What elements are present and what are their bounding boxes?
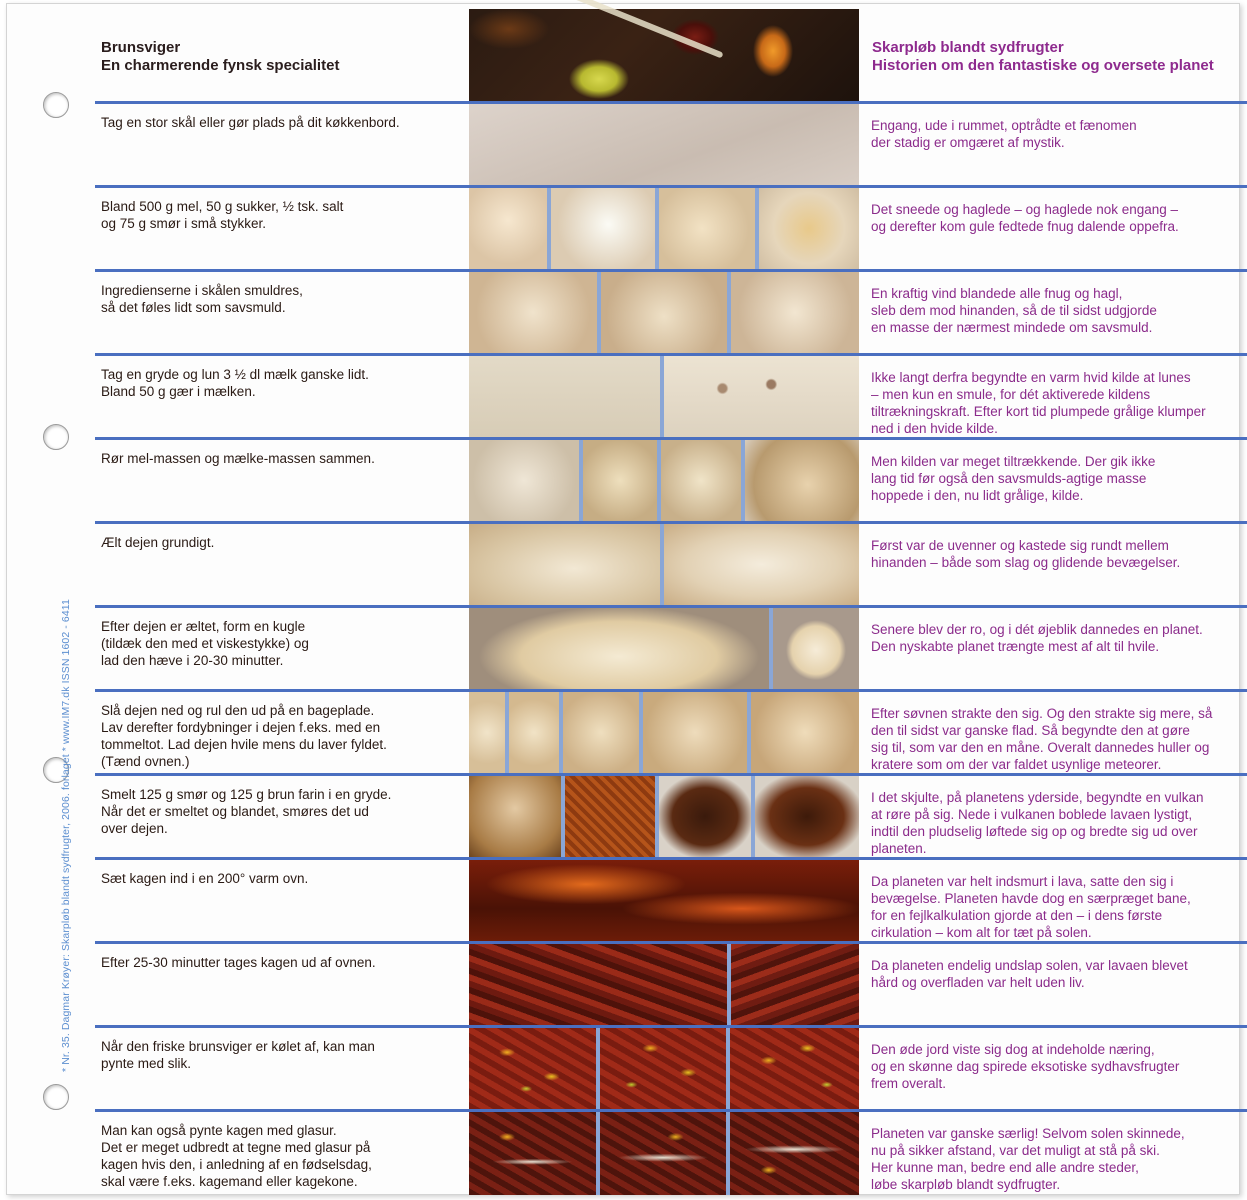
- step-photo: [469, 608, 769, 689]
- step-photo: [469, 440, 579, 521]
- side-credit: * Nr. 35. Dagmar Krøyer: Skarpløb blandt sydfrugter, 2006. forlaget * www.IM7.dk ISSN 1602 - 6411: [60, 599, 72, 1072]
- step-photos: [469, 524, 859, 605]
- step-row: [95, 941, 1247, 1025]
- step-photos: [469, 860, 859, 941]
- step-photos: [469, 776, 859, 857]
- story-text: Den øde jord viste sig dog at indeholde næring, og en skønne dag spirede eksotiske sydhavsfrugter frem overalt.: [871, 1042, 1180, 1091]
- binder-hole: [43, 92, 69, 118]
- step-text: Sæt kagen ind i en 200° varm ovn.: [101, 871, 309, 886]
- story-title: [872, 39, 1247, 75]
- step-text: Man kan også pynte kagen med glasur. Det er meget udbredt at tegne med glasur på kagen hvis den, i anledning af en fødselsdag, skal være f.eks. kagemand eller kagekone.: [101, 1123, 372, 1189]
- step-text: Smelt 125 g smør og 125 g brun farin i en gryde. Når det er smeltet og blandet, smøres det ud over dejen.: [101, 787, 392, 836]
- step-photo: [469, 1028, 596, 1109]
- step-row: [95, 269, 1247, 353]
- step-photos: [469, 188, 859, 269]
- step-photo: [730, 1028, 859, 1109]
- step-photo: [751, 692, 859, 773]
- story-text: Det sneede og haglede – og haglede nok engang – og derefter kom gule fedtede fnug dalende oppefra.: [871, 202, 1179, 234]
- step-row: [95, 101, 1247, 185]
- story-subtitle-line: Historien om den fantastiske og oversete planet: [872, 57, 1214, 74]
- step-text: Slå dejen ned og rul den ud på en bageplade. Lav derefter fordybninger i dejen f.eks. med en tommeltot. Lad dejen hvile mens du laver fyldet. (Tænd ovnen.): [101, 703, 387, 769]
- step-row: [95, 689, 1247, 773]
- step-text: Tag en stor skål eller gør plads på dit køkkenbord.: [101, 115, 400, 130]
- step-text: Efter 25-30 minutter tages kagen ud af ovnen.: [101, 955, 376, 970]
- step-row: [95, 185, 1247, 269]
- step-row: [95, 857, 1247, 941]
- binder-hole: [43, 1084, 69, 1110]
- step-photo: [659, 776, 751, 857]
- step-photo: [551, 188, 655, 269]
- step-photo: [469, 944, 727, 1025]
- step-row: [95, 773, 1247, 857]
- step-row: [95, 1109, 1247, 1195]
- step-text: Når den friske brunsviger er kølet af, kan man pynte med slik.: [101, 1039, 375, 1071]
- step-photo: [659, 188, 755, 269]
- binder-hole: [43, 424, 69, 450]
- recipe-page: [6, 3, 1240, 1195]
- step-photo: [469, 860, 859, 941]
- recipe-title-line: Brunsviger: [101, 39, 181, 56]
- step-photos: [469, 692, 859, 773]
- step-photos: [469, 272, 859, 353]
- step-photo: [469, 1112, 596, 1195]
- header-photo: [469, 9, 859, 104]
- step-photos: [469, 1112, 859, 1195]
- step-photos: [469, 1028, 859, 1109]
- step-photo: [664, 356, 859, 437]
- step-photo: [469, 104, 859, 185]
- step-photo: [643, 692, 747, 773]
- step-photo: [469, 776, 561, 857]
- step-photo: [469, 188, 547, 269]
- step-row: [95, 521, 1247, 605]
- story-text: Efter søvnen strakte den sig. Og den strakte sig mere, så den til sidst var ganske flad. Så begyndte den at gøre sig til, som var den en måne. Overalt dannedes huller og kratere som om der var faldet usynlige meteorer.: [871, 706, 1213, 772]
- story-text: Men kilden var meget tiltrækkende. Der gik ikke lang tid før også den savsmulds-agtige masse hoppede i den, nu lidt grålige, kilde.: [871, 454, 1156, 503]
- step-photo: [759, 188, 859, 269]
- step-photos: [469, 608, 859, 689]
- step-photo: [600, 1028, 726, 1109]
- step-photo: [661, 440, 741, 521]
- step-photo: [755, 776, 859, 857]
- step-photo: [563, 692, 639, 773]
- step-photo: [664, 524, 859, 605]
- story-title-line: Skarpløb blandt sydfrugter: [872, 39, 1064, 56]
- step-photos: [469, 944, 859, 1025]
- step-text: Rør mel-massen og mælke-massen sammen.: [101, 451, 375, 466]
- story-text: Da planeten var helt indsmurt i lava, satte den sig i bevægelse. Planeten havde dog en særpræget bane, for en fejlkalkulation gjorde at den – i dens første cirkulation – kom alt for tæt på solen.: [871, 874, 1191, 940]
- step-photo: [583, 440, 657, 521]
- step-text: Efter dejen er æltet, form en kugle (tildæk den med et viskestykke) og lad den hæve i 20-30 minutter.: [101, 619, 309, 668]
- step-photo: [601, 272, 727, 353]
- step-row: [95, 605, 1247, 689]
- step-photo: [565, 776, 655, 857]
- step-photo: [745, 440, 859, 521]
- step-photo: [509, 692, 559, 773]
- step-photo: [731, 272, 859, 353]
- step-photo: [469, 272, 597, 353]
- story-text: Planeten var ganske særlig! Selvom solen skinnede, nu på sikker afstand, var det muligt at stå på ski. Her kunne man, bedre end alle andre steder, løbe skarpløb blandt sydfrugter.: [871, 1126, 1185, 1192]
- step-photos: [469, 440, 859, 521]
- step-photo: [469, 356, 660, 437]
- step-photo: [773, 608, 859, 689]
- step-photo: [730, 1112, 859, 1195]
- story-text: I det skjulte, på planetens yderside, begyndte en vulkan at røre på sig. Nede i vulkanen boblede lavaen lystigt, indtil den pludselig løftede sig op og bredte sig ud over planeten.: [871, 790, 1204, 856]
- story-text: Da planeten endelig undslap solen, var lavaen blevet hård og overfladen var helt uden liv.: [871, 958, 1188, 990]
- step-row: [95, 437, 1247, 521]
- recipe-subtitle-line: En charmerende fynsk specialitet: [101, 57, 340, 74]
- story-text: Ikke langt derfra begyndte en varm hvid kilde at lunes – men kun en smule, for dét aktiverede kildens tiltrækningskraft. Efter kort tid plumpede grålige klumper ned i den hvide kilde.: [871, 370, 1206, 436]
- step-text: Tag en gryde og lun 3 ½ dl mælk ganske lidt. Bland 50 g gær i mælken.: [101, 367, 369, 399]
- step-row: [95, 1025, 1247, 1109]
- story-text: Engang, ude i rummet, optrådte et fænomen der stadig er omgæret af mystik.: [871, 118, 1137, 150]
- step-photos: [469, 104, 859, 185]
- step-photo: [600, 1112, 726, 1195]
- step-photo: [731, 944, 859, 1025]
- story-text: Senere blev der ro, og i dét øjeblik dannedes en planet. Den nyskabte planet trængte mest af alt til hvile.: [871, 622, 1203, 654]
- story-text: En kraftig vind blandede alle fnug og hagl, sleb dem mod hinanden, så de til sidst udgjorde en masse der nærmest mindede om savsmuld.: [871, 286, 1157, 335]
- step-row: [95, 353, 1247, 437]
- page-header: [95, 9, 1247, 104]
- recipe-title: [101, 39, 461, 75]
- step-photos: [469, 356, 859, 437]
- step-text: Bland 500 g mel, 50 g sukker, ½ tsk. salt og 75 g smør i små stykker.: [101, 199, 344, 231]
- story-text: Først var de uvenner og kastede sig rundt mellem hinanden – både som slag og glidende bevægelser.: [871, 538, 1181, 570]
- step-text: Ingredienserne i skålen smuldres, så det føles lidt som savsmuld.: [101, 283, 303, 315]
- step-photo: [469, 692, 505, 773]
- step-photo: [469, 524, 660, 605]
- step-text: Ælt dejen grundigt.: [101, 535, 215, 550]
